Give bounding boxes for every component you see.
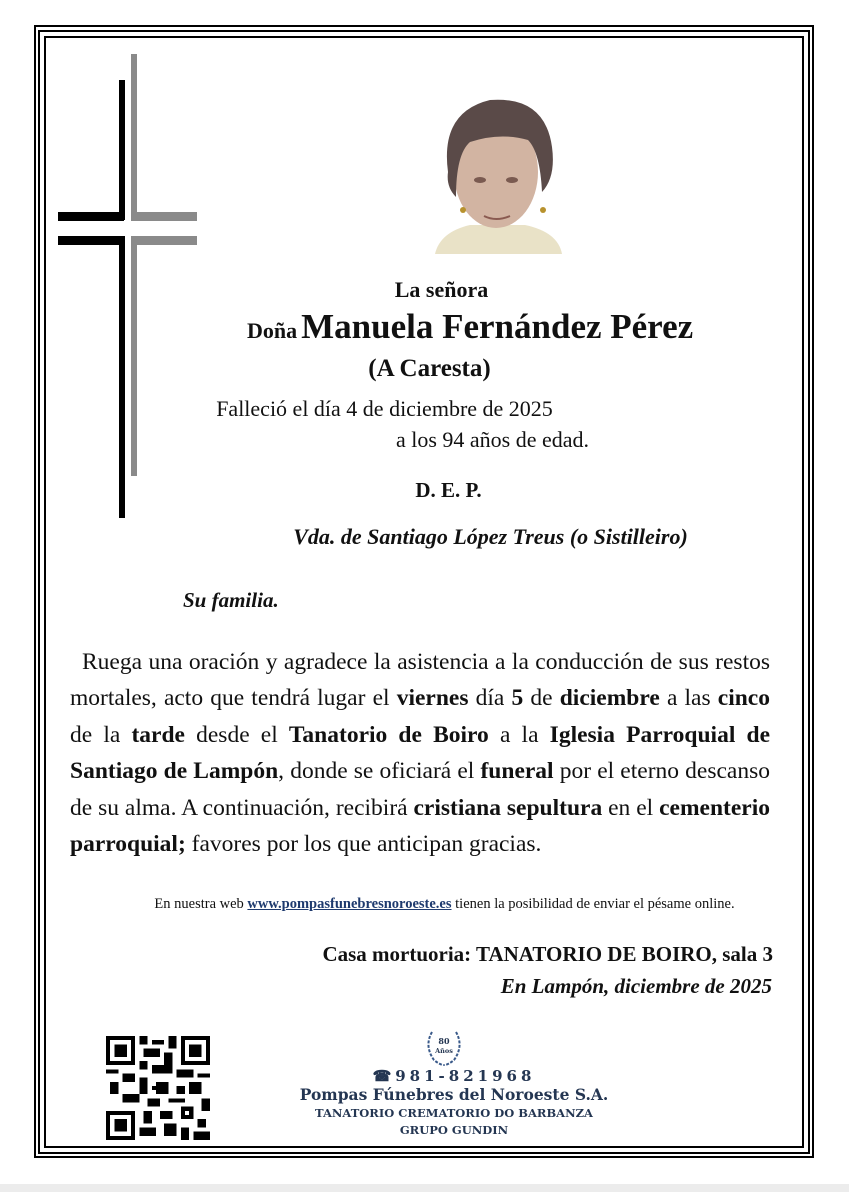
- nickname: (A Caresta): [368, 355, 491, 382]
- paragraph-text: de la: [70, 721, 132, 748]
- paragraph-text: día: [468, 685, 512, 712]
- telephone-icon: ☎: [372, 1067, 396, 1085]
- age-line: a los 94 años de edad.: [395, 427, 590, 452]
- company-subtitle: TANATORIO CREMATORIO DO BARBANZA: [315, 1106, 593, 1120]
- website-note: [0, 896, 849, 913]
- paragraph-text: favores por los que anticipan gracias.: [185, 831, 542, 858]
- phone-text: 981-821968: [395, 1067, 536, 1085]
- paragraph-text: a las: [659, 685, 718, 712]
- website-link[interactable]: www.pompasfunebresnoroeste.es: [247, 896, 452, 912]
- intro-line: La señora: [394, 277, 489, 302]
- full-name: Manuela Fernández Pérez: [301, 307, 694, 346]
- wake-place: Casa mortuoria: TANATORIO DE BOIRO, sala 3: [322, 942, 773, 966]
- anniversary-logo-icon: [422, 1024, 466, 1068]
- paragraph-text: por el eterno descanso de su alma. A continuación, recibirá: [70, 758, 770, 821]
- phone-number: [254, 1067, 654, 1085]
- rip-line: D. E. P.: [415, 478, 482, 502]
- emphasis-text: funeral: [480, 758, 554, 785]
- svg-text:80: 80: [438, 1036, 450, 1046]
- paragraph-text: de: [523, 685, 560, 712]
- web-note-before: En nuestra web: [154, 896, 248, 912]
- paragraph-text: desde el: [184, 721, 289, 748]
- ceremony-paragraph: [70, 644, 770, 862]
- emphasis-text: viernes: [396, 685, 469, 712]
- emphasis-text: cristiana sepultura: [413, 794, 603, 821]
- company-group: GRUPO GUNDIN: [399, 1123, 509, 1137]
- widow-line: Vda. de Santiago López Treus (o Sistilleiro): [293, 524, 688, 549]
- name-prefix: Doña: [247, 318, 298, 343]
- paragraph-text: Ruega una oración y agradece la asistencia a la conducción de sus restos mortales, acto que tendrá lugar el: [70, 649, 770, 712]
- company-name: Pompas Fúnebres del Noroeste S.A.: [299, 1085, 609, 1104]
- emphasis-text: cementerio parroquial;: [70, 794, 770, 858]
- emphasis-text: 5: [511, 685, 524, 712]
- emphasis-text: diciembre: [559, 685, 660, 712]
- place-date: En Lampón, diciembre de 2025: [500, 974, 772, 998]
- emphasis-text: tarde: [131, 721, 185, 748]
- page-edge: [0, 1184, 849, 1192]
- portrait-photo: [430, 92, 565, 254]
- web-note-after: tienen la posibilidad de enviar el pésame online.: [451, 896, 735, 912]
- paragraph-text: , donde se oficiará el: [278, 758, 481, 785]
- emphasis-text: Tanatorio de Boiro: [288, 721, 489, 748]
- paragraph-text: en el: [602, 794, 660, 821]
- emphasis-text: Iglesia Parroquial de Santiago de Lampón: [70, 721, 770, 785]
- emphasis-text: cinco: [717, 685, 770, 712]
- qr-code[interactable]: [105, 1036, 211, 1140]
- paragraph-text: a la: [488, 721, 550, 748]
- death-date: Falleció el día 4 de diciembre de 2025: [216, 396, 553, 421]
- deceased-name: [80, 307, 840, 347]
- family-line: Su familia.: [183, 588, 279, 612]
- svg-text:Años: Años: [435, 1047, 453, 1055]
